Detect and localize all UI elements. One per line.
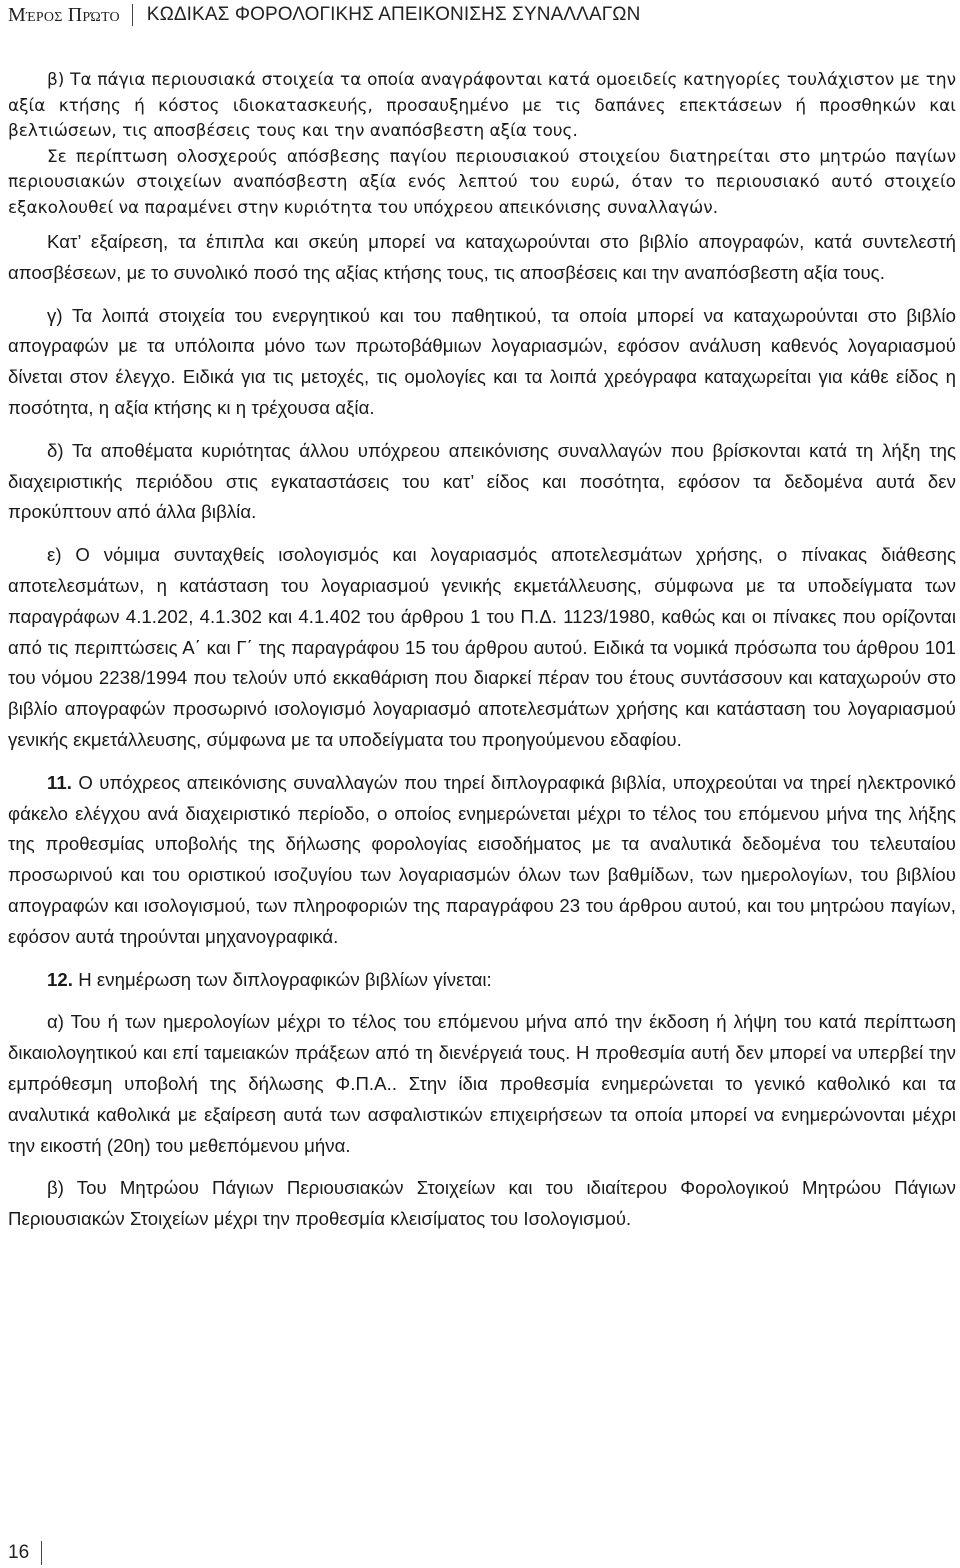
paragraph-b-fixed-assets: β) Τα πάγια περιουσιακά στοιχεία τα οποία αναγράφονται κατά ομοειδείς κατηγορίες τουλάχιστον με την αξία κτήσης ή κόστος ιδιοκατασκευής, προσαυξημένο με τις δαπάνες επεκτάσεων ή προσθηκών και βελτιώσεων, τις αποσβέσεις τους και την αναπόσβεστη αξία τους. (8, 69, 956, 140)
paragraph-text: Η ενημέρωση των διπλογραφικών βιβλίων γίνεται: (73, 968, 492, 990)
paragraph-number: 12. (47, 968, 73, 990)
page-footer (8, 1538, 42, 1568)
paragraph-full-depreciation: Σε περίπτωση ολοσχερούς απόσβεσης παγίου περιουσιακού στοιχείου διατηρείται στο μητρώο παγίων περιουσιακών στοιχείων αναπόσβεστη αξία ενός λεπτού του ευρώ, όταν το περιουσιακό αυτό στοιχείο εξακολουθεί να παραμένει στην κυριότητα του υπόχρεου απεικόνισης συναλλαγών. (8, 145, 956, 217)
paragraph-a-journals: α) Του ή των ημερολογίων μέχρι το τέλος του επόμενου μήνα από την έκδοση ή λήψη του κατά περίπτωση δικαιολογητικού και επί ταμειακών πράξεων από τη διενέργειά τους. Η προθεσμία αυτή δεν μπορεί να υπερβεί την εμπρόθεσμη υποβολή της δήλωσης Φ.Π.Α.. Στην ίδια προθεσμία ενημερώνεται το γενικό καθολικό και τα αναλυτικά καθολικά με εξαίρεση αυτά των ασφαλιστικών επιχειρήσεων τα οποία μπορεί να ενημερώνονται μέχρι την εικοστή (20η) του μεθεπόμενου μήνα. (8, 1011, 956, 1156)
paragraph-furniture-exception: Κατ’ εξαίρεση, τα έπιπλα και σκεύη μπορεί να καταχωρούνται στο βιβλίο απογραφών, κατά συντελεστή αποσβέσεων, με το συνολικό ποσό της αξίας κτήσης τους, τις αποσβέσεις και την αναπόσβεστη αξία τους. (8, 231, 956, 283)
paragraph-11-audit-file (8, 768, 956, 953)
footer-separator (41, 1541, 42, 1565)
part-label: Μέρος Πρώτο (8, 3, 120, 26)
code-title: ΚΩΔΙΚΑΣ ΦΟΡΟΛΟΓΙΚΗΣ ΑΠΕΙΚΟΝΙΣΗΣ ΣΥΝΑΛΛΑΓΩΝ (146, 4, 641, 25)
paragraph-e-balance-sheet: ε) Ο νόμιμα συνταχθείς ισολογισμός και λογαριασμός αποτελεσμάτων χρήσης, ο πίνακας διάθεσης αποτελεσμάτων, η κατάσταση του λογαριασμού γενικής εκμετάλλευσης, σύμφωνα με τα υποδείγματα των παραγράφων 4.1.202, 4.1.302 και 4.1.402 του άρθρου 1 του Π.Δ. 1123/1980, καθώς και οι πίνακες που ορίζονται από τις περιπτώσεις Α΄ και Γ΄ της παραγράφου 15 του άρθρου αυτού. Ειδικά τα νομικά πρόσωπα του άρθρου 101 του νόμου 2238/1994 που τελούν υπό εκκαθάριση που διαρκεί πέραν του έτους συντάσσουν και καταχωρούν στο βιβλίο απογραφών προσωρινό ισολογισμό λογαριασμό αποτελεσμάτων χρήσης και κατάσταση του λογαριασμού γενικής εκμετάλλευσης, σύμφωνα με τα υποδείγματα του προηγούμενου εδαφίου. (8, 544, 956, 750)
body-text (8, 67, 956, 1235)
paragraph-12-updating (8, 965, 956, 996)
header-separator (132, 4, 133, 26)
running-header (8, 0, 640, 30)
paragraph-b-asset-register: β) Του Μητρώου Πάγιων Περιουσιακών Στοιχείων και του ιδιαίτερου Φορολογικού Μητρώου Πάγιων Περιουσιακών Στοιχείων μέχρι την προθεσμία κλεισίματος του Ισολογισμού. (8, 1177, 956, 1230)
paragraph-text: Ο υπόχρεος απεικόνισης συναλλαγών που τηρεί διπλογραφικά βιβλία, υποχρεούται να τηρεί ηλεκτρονικό φάκελο ελέγχου ανά διαχειριστικό περίοδο, ο οποίος ενημερώνεται μέχρι το τέλος του επόμενου μήνα της λήξης της προθεσμίας υποβολής της δήλωσης φορολογίας εισοδήματος με τα αναλυτικά δεδομένα του τελευταίου προσωρινού και του οριστικού ισοζυγίου των λογαριασμών όλων των βαθμίδων, των ημερολογίων, του βιβλίου απογραφών και ισολογισμού, των πληροφοριών της παραγράφου 23 του άρθρου αυτού, και του μητρώου παγίων, εφόσον αυτά τηρούνται μηχανογραφικά. (8, 771, 956, 947)
paragraph-number: 11. (47, 771, 72, 793)
page-number: 16 (8, 1542, 30, 1563)
paragraph-d-inventories: δ) Τα αποθέματα κυριότητας άλλου υπόχρεου απεικόνισης συναλλαγών που βρίσκονται κατά τη λήξη της διαχειριστικής περιόδου στις εγκαταστάσεις του κατ’ είδος και ποσότητα, εφόσον τα δεδομένα αυτά δεν προκύπτουν από άλλα βιβλία. (8, 439, 956, 523)
paragraph-c-other-items: γ) Τα λοιπά στοιχεία του ενεργητικού και του παθητικού, τα οποία μπορεί να καταχωρούνται στο βιβλίο απογραφών με τα υπόλοιπα μόνο των πρωτοβάθμιων λογαριασμών, εφόσον ανάλυση καθενός λογαριασμού δίνεται στον έλεγχο. Ειδικά για τις μετοχές, τις ομολογίες και τα λοιπά χρεόγραφα καταχωρείται για κάθε είδος η ποσότητα, η αξία κτήσης κι η τρέχουσα αξία. (8, 304, 956, 418)
